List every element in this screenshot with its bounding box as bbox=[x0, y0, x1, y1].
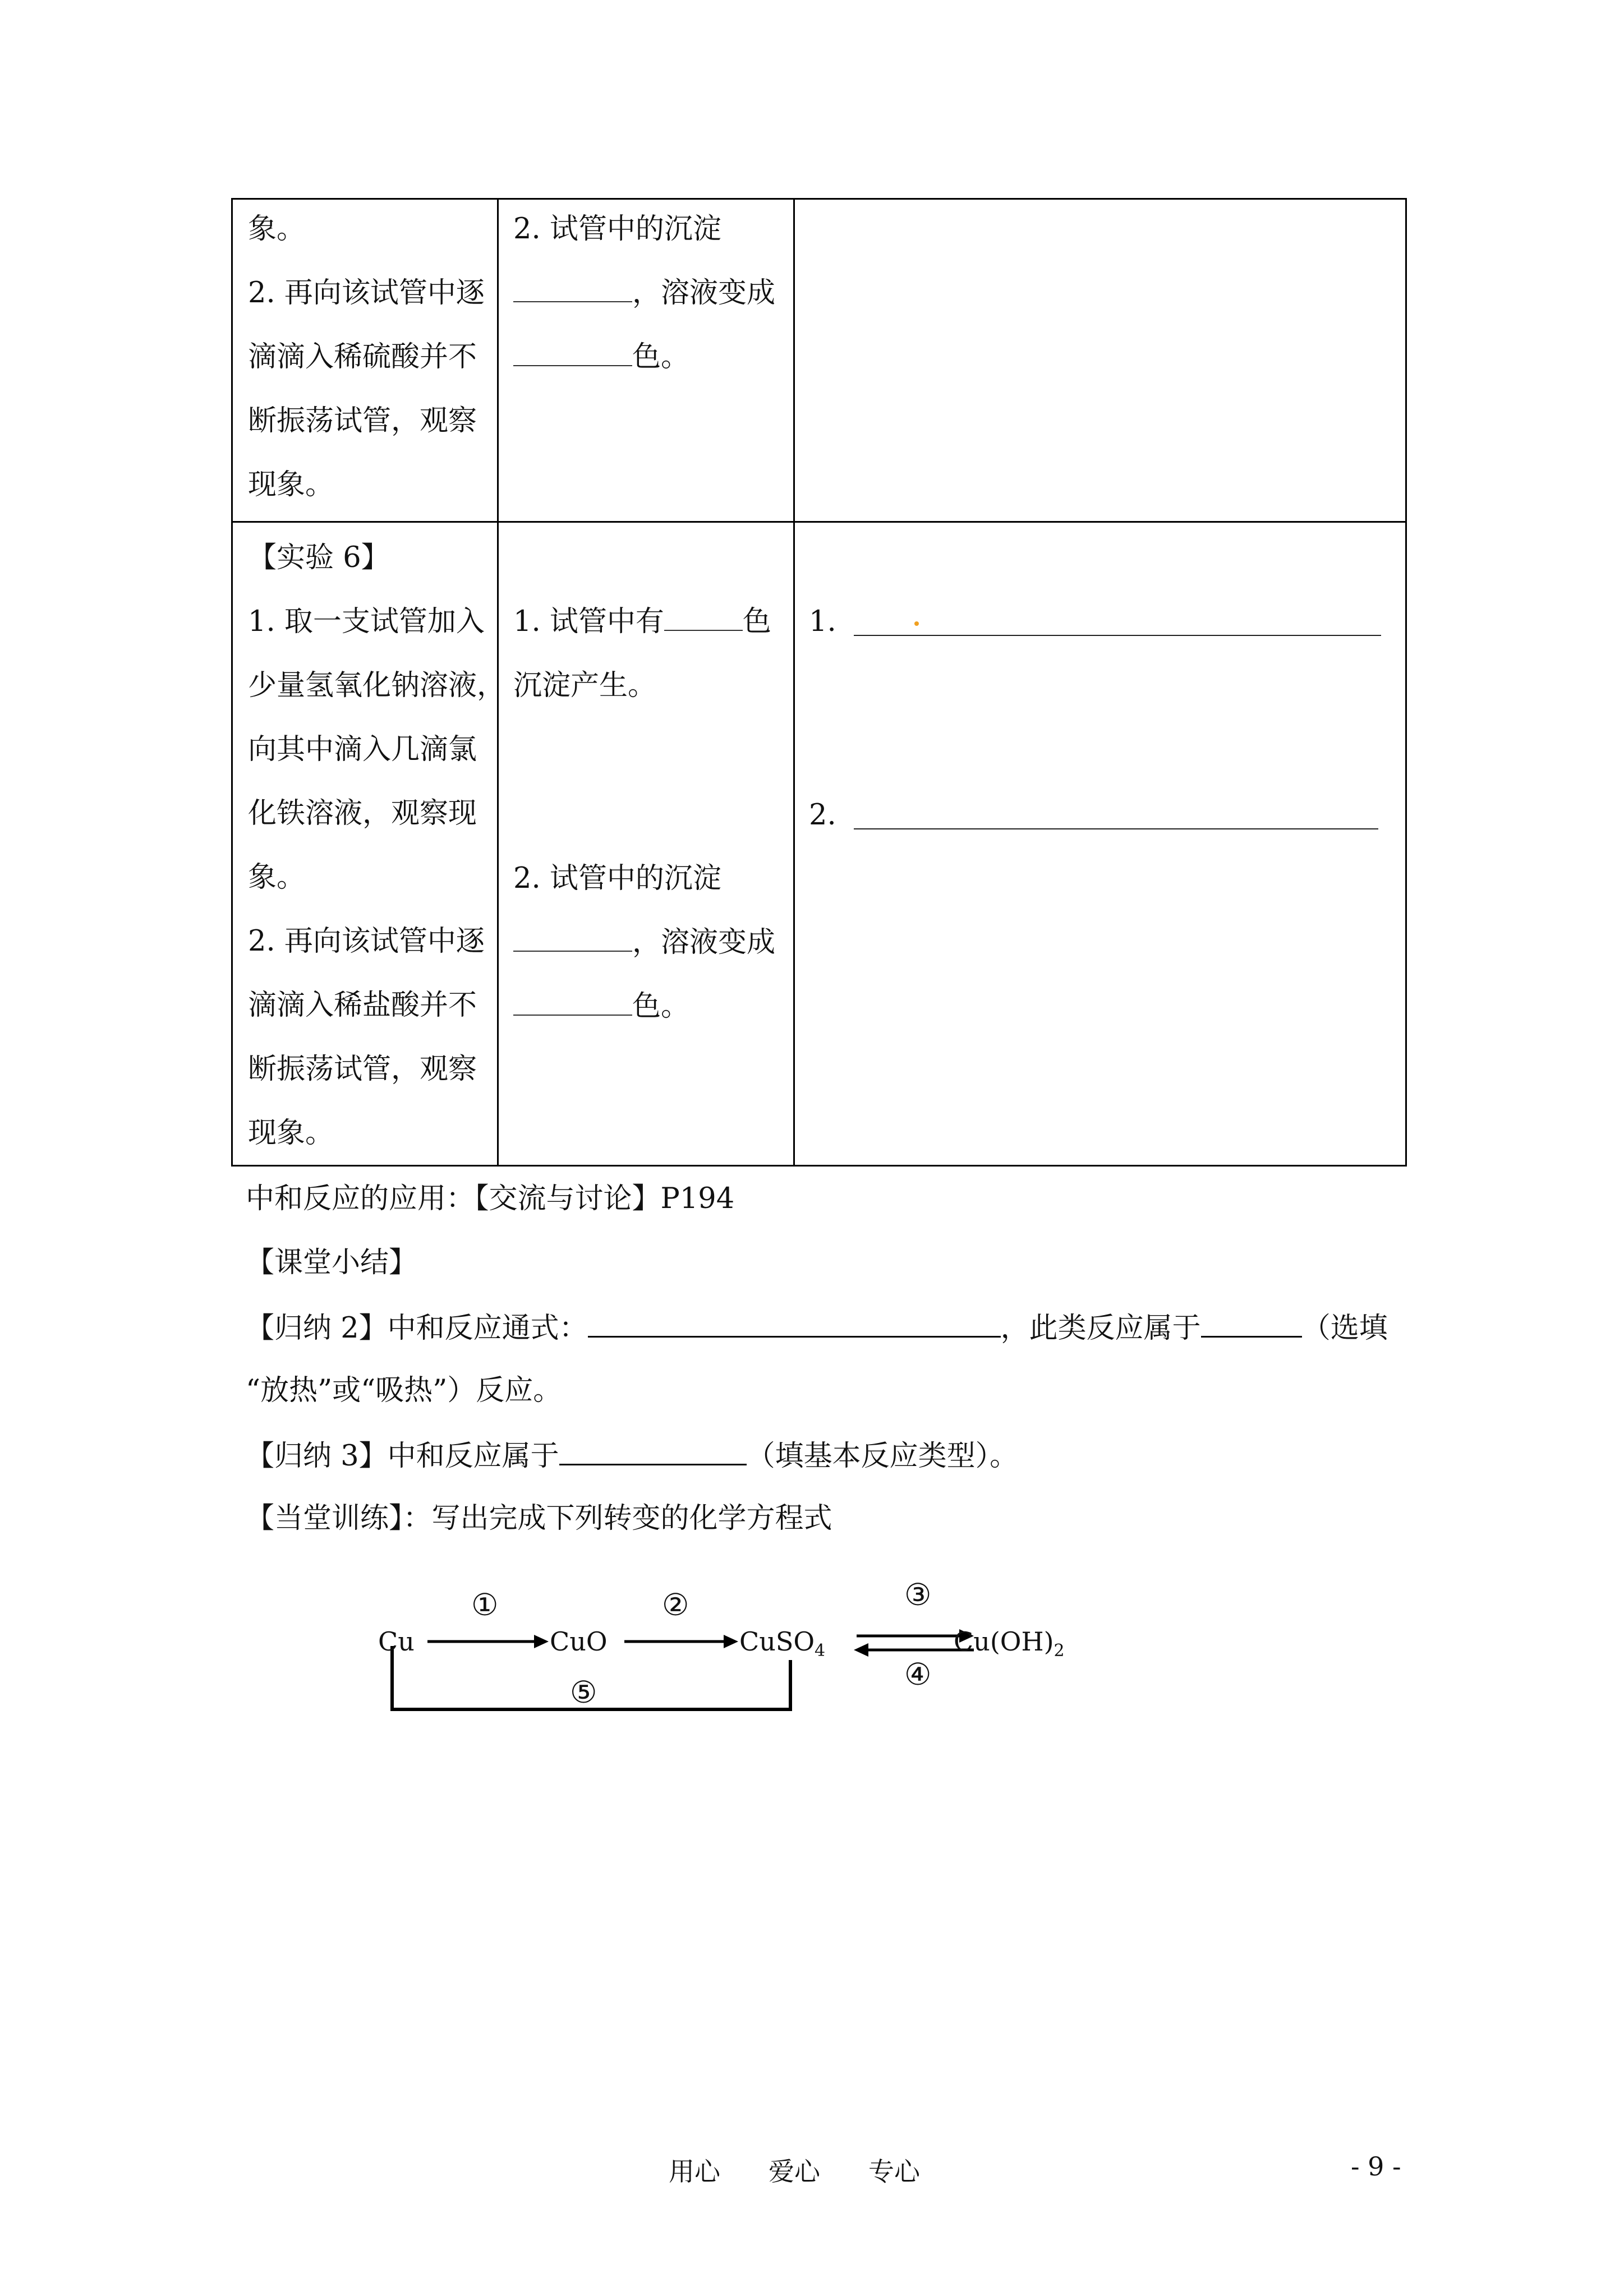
class-summary-heading: 【课堂小结】 bbox=[246, 1246, 418, 1279]
compound-cuo: CuO bbox=[550, 1626, 608, 1657]
arrowhead-2 bbox=[724, 1635, 738, 1648]
row2-equation-item2: 2. bbox=[809, 799, 836, 832]
row1-procedure-line: 象。 bbox=[248, 213, 306, 246]
row1-phenomenon-line2: ，溶液变成 bbox=[513, 261, 775, 325]
row2-procedure-line: 向其中滴入几滴氯 bbox=[248, 733, 477, 766]
compound-cuoh2: $Cu(OH)_2$ bbox=[954, 1626, 1065, 1661]
row1-phenomenon-line1: 2. 试管中的沉淀 bbox=[513, 213, 721, 246]
row2-procedure-line: 少量氢氧化钠溶液， bbox=[248, 669, 506, 702]
row1-procedure-line: 现象。 bbox=[248, 468, 334, 501]
row2-phenomenon-b-line2: ，溶液变成 bbox=[513, 911, 775, 975]
step-number-5: ⑤ bbox=[570, 1675, 597, 1710]
row1-phenomenon-line3: 色。 bbox=[513, 325, 775, 389]
step-number-3: ③ bbox=[904, 1577, 932, 1612]
compound-cu: Cu bbox=[378, 1626, 415, 1657]
step-number-4: ④ bbox=[904, 1657, 932, 1692]
arrowhead-1 bbox=[534, 1635, 549, 1648]
summary-3: 【归纳 3】中和反应属于 （填基本反应类型）。 bbox=[246, 1438, 1018, 1473]
row2-procedure-line: 现象。 bbox=[248, 1117, 334, 1150]
row2-procedure-line: 断振荡试管，观察 bbox=[248, 1053, 477, 1086]
row1-procedure-line: 滴滴入稀硫酸并不 bbox=[248, 340, 477, 374]
row2-procedure-line: 【实验 6】 bbox=[248, 541, 390, 574]
row2-procedure-line: 滴滴入稀盐酸并不 bbox=[248, 989, 477, 1022]
summary-2: 【归纳 2】中和反应通式： ，此类反应属于 （选填 bbox=[246, 1310, 1388, 1345]
row2-phenomenon-a-line1: 1. 试管中有 色 bbox=[513, 605, 771, 638]
practice-heading: 【当堂训练】：写出完成下列转变的化学方程式 bbox=[246, 1502, 832, 1535]
footer-motto-3: 专心 bbox=[868, 2156, 920, 2187]
row2-procedure-line: 化铁溶液，观察现 bbox=[248, 797, 477, 830]
row1-procedure-line: 2. 再向该试管中逐 bbox=[248, 276, 485, 310]
row2-procedure-line: 1. 取一支试管加入 bbox=[248, 605, 485, 638]
compound-cuso4: CuSO$_4$ bbox=[739, 1626, 826, 1661]
row2-procedure-line: 2. 再向该试管中逐 bbox=[248, 925, 485, 958]
summary-2-cont: “放热”或“吸热”）反应。 bbox=[246, 1374, 562, 1407]
step-number-1: ① bbox=[471, 1587, 499, 1622]
row2-phenomenon-b-line1: 2. 试管中的沉淀 bbox=[513, 862, 721, 895]
row2-equation-item1: 1. bbox=[809, 605, 836, 638]
arrowhead-4 bbox=[854, 1643, 868, 1657]
row2-phenomenon-a-line2: 沉淀产生。 bbox=[513, 669, 657, 702]
row2-procedure-line: 象。 bbox=[248, 861, 306, 894]
footer-motto-2: 爱心 bbox=[769, 2156, 820, 2187]
page-number: - 9 - bbox=[1351, 2151, 1401, 2182]
footer-motto-1: 用心 bbox=[669, 2156, 720, 2187]
step-number-2: ② bbox=[662, 1587, 689, 1622]
row2-phenomenon-b-line3: 色。 bbox=[513, 975, 775, 1039]
application-heading: 中和反应的应用：【交流与讨论】P194 bbox=[246, 1182, 735, 1215]
row1-procedure-line: 断振荡试管，观察 bbox=[248, 404, 477, 437]
